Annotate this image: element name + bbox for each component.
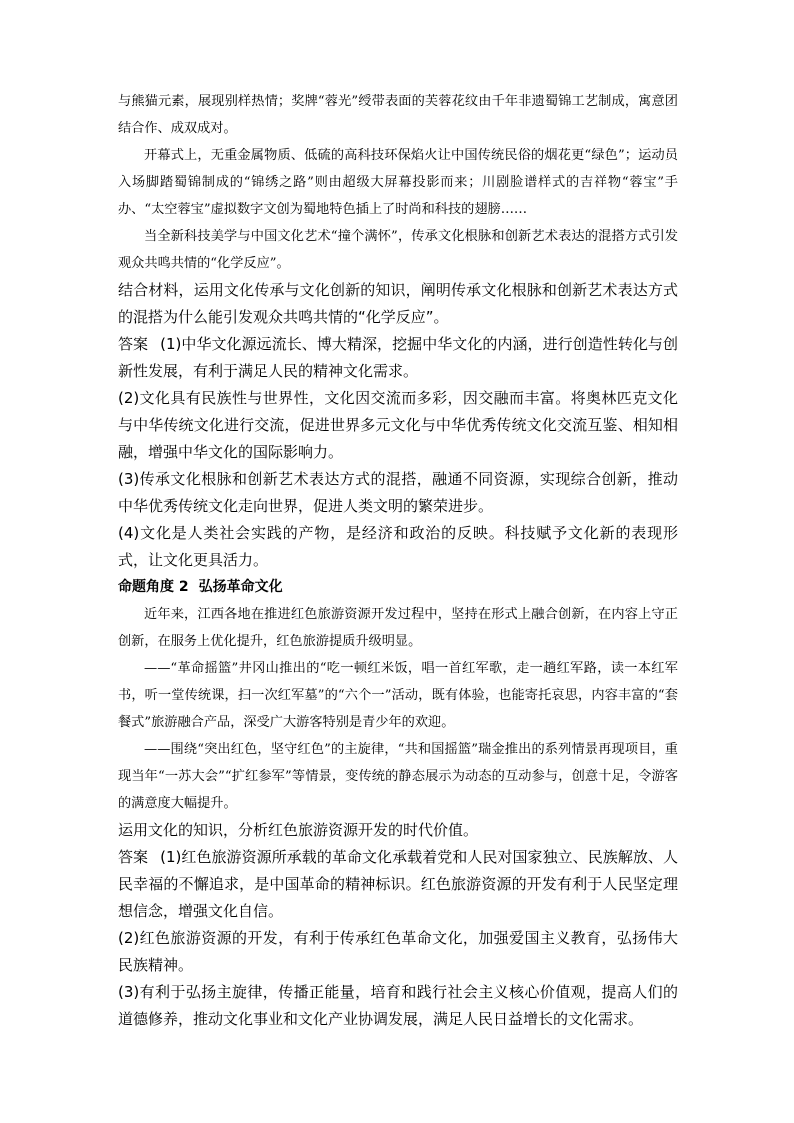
question-text: 运用文化的知识，分析红色旅游资源开发的时代价值。: [118, 821, 479, 839]
section-heading-title: 弘扬革命文化: [198, 579, 283, 595]
answer-item: (4)文化是人类社会实践的产物，是经济和政治的反映。科技赋予文化新的表现形式，让文化更具活力。: [118, 524, 678, 569]
answer-item: [118, 844, 678, 925]
material-paragraph: 近年来，江西各地在推进红色旅游资源开发过程中，坚持在形式上融合创新，在内容上守正创新，在服务上优化提升，红色旅游提质升级明显。: [118, 607, 678, 649]
answer-text: (1)中华文化源远流长、博大精深，挖掘中华文化的内涵，进行创造性转化与创新性发展，有利于满足人民的精神文化需求。: [118, 335, 678, 380]
answer-label: 答案: [118, 848, 149, 866]
material-paragraph: 开幕式上，无重金属物质、低硫的高科技环保焰火让中国传统民俗的烟花更“绿色”；运动员入场脚踏蜀锦制成的“锦绣之路”则由超级大屏幕投影而来；川剧脸谱样式的吉祥物“蓉宝”手办、“太空蓉宝”虚拟数字文创为蜀地特色插上了时尚和科技的翅膀……: [118, 148, 678, 217]
answer-text: (1)红色旅游资源所承载的革命文化承载着党和人民对国家独立、民族解放、人民幸福的不懈追求，是中国革命的精神标识。红色旅游资源的开发有利于人民坚定理想信念，增强文化自信。: [118, 848, 678, 920]
answer-item: (2)文化具有民族性与世界性，文化因交流而多彩，因交融而丰富。将奥林匹克文化与中华传统文化进行交流，促进世界多元文化与中华优秀传统文化交流互鉴、相知相融，增强中华文化的国际影响力。: [118, 389, 678, 461]
material-paragraph: ——“革命摇篮”井冈山推出的“吃一顿红米饭，唱一首红军歌，走一趟红军路，读一本红军书，听一堂传统课，扫一次红军墓”的“六个一”活动，既有体验，也能寄托哀思，内容丰富的“套餐式”旅游融合产品，深受广大游客特别是青少年的欢迎。: [118, 661, 678, 730]
answer-item: (3)传承文化根脉和创新艺术表达方式的混搭，融通不同资源，实现综合创新，推动中华优秀传统文化走向世界，促进人类文明的繁荣进步。: [118, 470, 678, 515]
material-paragraph: 当全新科技美学与中国文化艺术“撞个满怀”，传承文化根脉和创新艺术表达的混搭方式引发观众共鸣共情的“化学反应”。: [118, 229, 678, 271]
answer-item: (3)有利于弘扬主旋律，传播正能量，培育和践行社会主义核心价值观，提高人们的道德修养，推动文化事业和文化产业协调发展，满足人民日益增长的文化需求。: [118, 983, 678, 1028]
section-heading-label: 命题角度 2: [118, 579, 189, 595]
document-page: [118, 88, 678, 1033]
answer-label: 答案: [118, 335, 149, 353]
answer-item: [118, 331, 678, 385]
question-text: 结合材料，运用文化传承与文化创新的知识，阐明传承文化根脉和创新艺术表达方式的混搭为什么能引发观众共鸣共情的“化学反应”。: [118, 281, 678, 326]
section-heading: [118, 574, 678, 601]
answer-item: (2)红色旅游资源的开发，有利于传承红色革命文化，加强爱国主义教育，弘扬伟大民族精神。: [118, 929, 678, 974]
material-paragraph: 与熊猫元素，展现别样热情；奖牌“蓉光”绶带表面的芙蓉花纹由千年非遗蜀锦工艺制成，寓意团结合作、成双成对。: [118, 94, 678, 136]
material-paragraph: ——围绕“突出红色，坚守红色”的主旋律，“共和国摇篮”瑞金推出的系列情景再现项目，重现当年“一苏大会”“扩红参军”等情景，变传统的静态展示为动态的互动参与，创意十足，令游客的满意度大幅提升。: [118, 742, 678, 811]
